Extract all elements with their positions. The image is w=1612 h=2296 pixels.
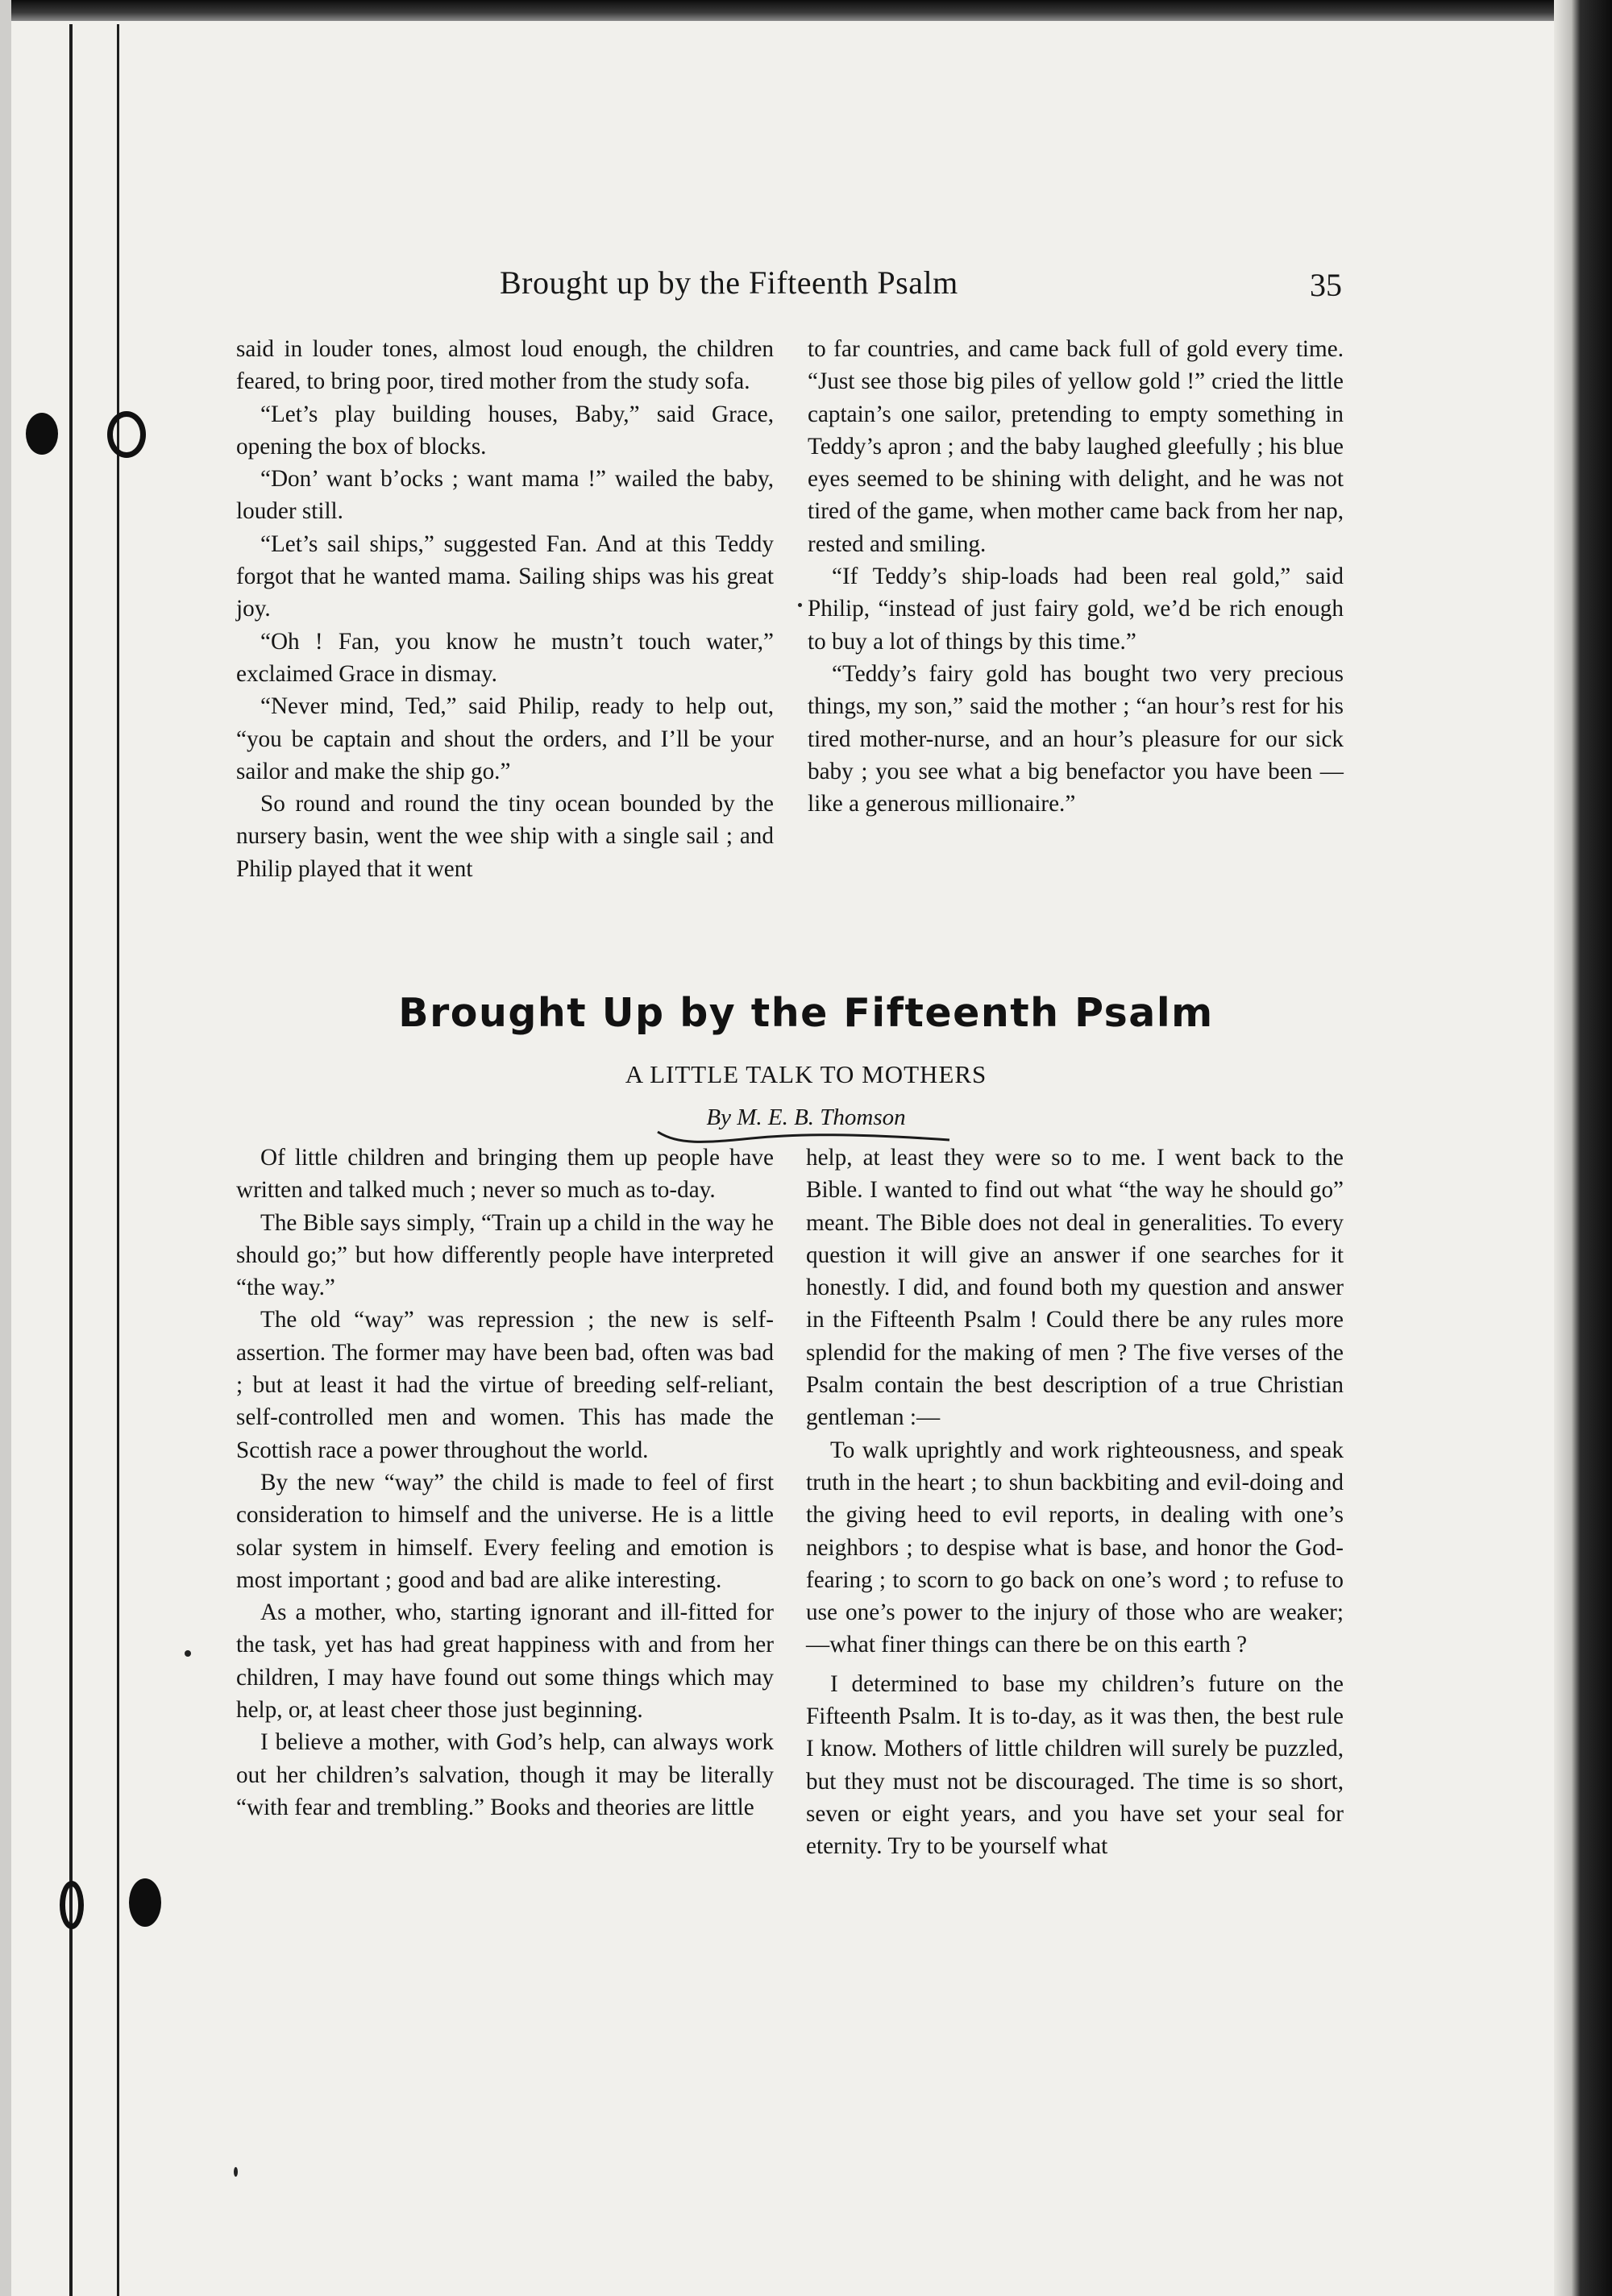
- paragraph: “Never mind, Ted,” said Philip, ready to help out, “you be captain and shout the orders, and I’ll be your sailor and make the ship go.”: [236, 693, 774, 784]
- paragraph: to far countries, and came back full of gold every time. “Just see those big piles of yellow gold !” cried the little captain’s one sailor, pretending to empty something in Teddy’s apron ; and the baby laughed gleefully ; his blue eyes seemed to be shining with delight, and he was not tired of the game, when mother came back from her nap, rested and smiling.: [808, 336, 1344, 557]
- ink-speck: [185, 1650, 191, 1657]
- article-left-column: [236, 1142, 774, 1824]
- paragraph: To walk uprightly and work righteousness, and speak truth in the heart ; to shun backbiting and evil-doing and the giving heed to evil reports, in dealing with one’s neighbors ; to despise what is base, and honor the God-fearing ; to scorn to go back on one’s word ; to refuse to use one’s power to the injury of those who are weaker;—what finer things can there be on this earth ?: [806, 1437, 1344, 1658]
- ink-speck: [798, 603, 802, 607]
- paragraph: “Oh ! Fan, you know he mustn’t touch water,” exclaimed Grace in dismay.: [236, 628, 774, 687]
- paragraph: As a mother, who, starting ignorant and ill-fitted for the task, yet has had great happiness with and from her children, I may have found out some things which may help, or, at least cheer those just beginning.: [236, 1599, 774, 1724]
- article-title: Brought Up by the Fifteenth Psalm: [398, 990, 1214, 1036]
- scan-right-border: [1554, 0, 1612, 2296]
- binder-hole: [107, 411, 146, 458]
- paragraph: “Let’s play building houses, Baby,” said Grace, opening the box of blocks.: [236, 401, 774, 460]
- margin-rule-line: [69, 24, 73, 2296]
- paragraph: “Teddy’s fairy gold has bought two very precious things, my son,” said the mother ; “an hour’s rest for his tired mother-nurse, and an hour’s pleasure for our sick baby ; you see what a big benefactor you have been —like a generous millionaire.”: [808, 660, 1344, 817]
- paragraph: The Bible says simply, “Train up a child in the way he should go;” but how differently people have interpreted “the way.”: [236, 1209, 774, 1301]
- page-number: 35: [1310, 267, 1342, 303]
- paragraph: By the new “way” the child is made to feel of first consideration to himself and the universe. He is a little solar system in himself. Every feeling and emotion is most important ; good and bad are alike interesting.: [236, 1469, 774, 1593]
- paragraph: said in louder tones, almost loud enough, the children feared, to bring poor, tired mother from the study sofa.: [236, 336, 774, 395]
- paragraph: help, at least they were so to me. I went back to the Bible. I wanted to find out what “the way he should go” meant. The Bible does not deal in generalities. To every question it will give an answer if one searches for it honestly. I did, and found both my question and answer in the Fifteenth Psalm ! Could there be any rules more splendid for the making of men ? The five verses of the Psalm contain the best description of a true Christian gentleman :—: [806, 1145, 1344, 1431]
- scan-left-edge: [0, 0, 11, 2296]
- paragraph: “Don’ want b’ocks ; want mama !” wailed the baby, louder still.: [236, 466, 774, 525]
- paragraph: “Let’s sail ships,” suggested Fan. And at this Teddy forgot that he wanted mama. Sailing ships was his great joy.: [236, 530, 774, 622]
- ink-speck: [234, 2167, 238, 2177]
- margin-rule-line: [117, 24, 119, 2296]
- story-right-column: [808, 333, 1344, 820]
- binder-hole: [60, 1881, 84, 1929]
- article-subtitle: A LITTLE TALK TO MOTHERS: [625, 1060, 987, 1088]
- binder-hole: [129, 1878, 161, 1927]
- running-title: Brought up by the Fifteenth Psalm: [500, 264, 958, 301]
- paragraph: So round and round the tiny ocean bounded by the nursery basin, went the wee ship with a single sail ; and Philip played that it went: [236, 791, 774, 882]
- paragraph: “If Teddy’s ship-loads had been real gold,” said Philip, “instead of just fairy gold, we’d be rich enough to buy a lot of things by this time.”: [808, 564, 1344, 655]
- article-right-column: [806, 1142, 1344, 1863]
- story-left-column: [236, 333, 774, 885]
- paragraph: Of little children and bringing them up people have written and talked much ; never so much as to-day.: [236, 1145, 774, 1204]
- paragraph: The old “way” was repression ; the new is self-assertion. The former may have been bad, often was bad ; but at least it had the virtue of breeding self-reliant, self-controlled men and women. This has made the Scottish race a power throughout the world.: [236, 1307, 774, 1463]
- paragraph: I believe a mother, with God’s help, can always work out her children’s salvation, though it may be literally “with fear and trembling.” Books and theories are little: [236, 1729, 774, 1820]
- scan-top-border: [0, 0, 1612, 21]
- paragraph: I determined to base my children’s future on the Fifteenth Psalm. It is to-day, as it was then, the best rule I know. Mothers of little children will surely be puzzled, but they must not be discouraged. The time is so short, seven or eight years, and you have set your seal for eternity. Try to be yourself what: [806, 1670, 1344, 1860]
- binder-hole: [26, 413, 58, 455]
- article-byline: By M. E. B. Thomson: [706, 1104, 906, 1130]
